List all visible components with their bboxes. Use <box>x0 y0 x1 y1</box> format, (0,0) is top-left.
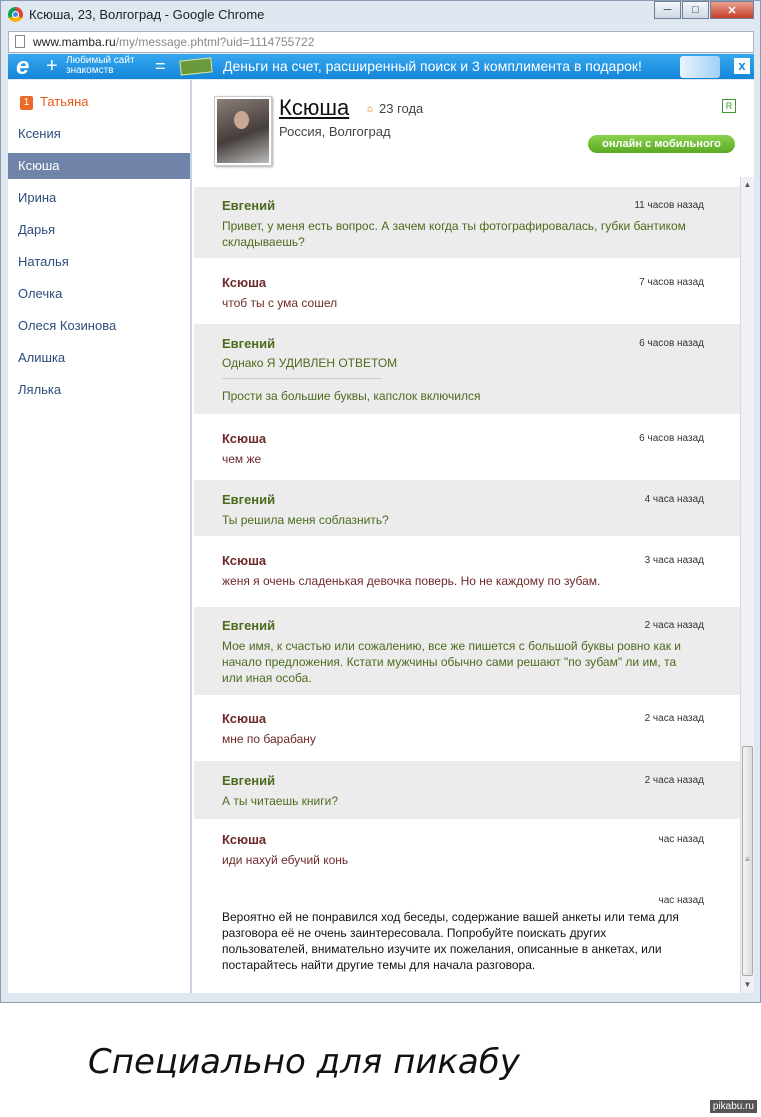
favorite-site-label <box>66 56 135 76</box>
message-divider <box>222 378 382 379</box>
message-sender[interactable]: Ксюша <box>222 832 267 847</box>
message-sender[interactable]: Евгений <box>222 492 276 507</box>
message-sender[interactable]: Евгений <box>222 773 276 788</box>
message-item <box>194 414 740 480</box>
contact-label: Олечка <box>18 286 63 301</box>
avatar[interactable] <box>214 96 272 166</box>
banner-text[interactable]: Деньги на счет, расширенный поиск и 3 комплимента в подарок! <box>223 58 642 74</box>
page-icon <box>15 35 25 48</box>
profile-header <box>194 80 754 187</box>
message-time: 3 часа назад <box>644 555 704 566</box>
scroll-thumb[interactable] <box>742 746 753 976</box>
sidebar-item-ksyusha[interactable] <box>8 153 190 179</box>
contact-label: Ксения <box>18 126 61 141</box>
notice-time: час назад <box>658 895 704 906</box>
url-host: www.mamba.ru <box>33 35 116 49</box>
url-path: /my/message.phtml?uid=1114755722 <box>115 35 315 49</box>
unread-badge: 1 <box>20 96 33 110</box>
real-badge-icon: R <box>722 99 736 113</box>
maximize-button[interactable] <box>682 1 709 19</box>
message-item <box>194 480 740 536</box>
message-text: Мое имя, к счастью или сожалению, все же пишется с большой буквы ровно как и начало предложения. Кстати мужчины обычно сами решают "по зубам" ли им, та или иная особа. <box>222 639 681 685</box>
sidebar-item-tatyana[interactable] <box>8 89 190 115</box>
avatar-photo <box>217 99 269 163</box>
message-time: 2 часа назад <box>644 620 704 631</box>
sidebar-item-irina[interactable] <box>8 185 190 211</box>
message-sender[interactable]: Евгений <box>222 618 276 633</box>
message-time: 6 часов назад <box>639 338 704 349</box>
message-text: чтоб ты с ума сошел <box>222 296 338 310</box>
plus-icon: + <box>46 55 58 77</box>
banner-close-button[interactable]: x <box>734 58 750 74</box>
ie-logo-icon: e <box>16 53 30 80</box>
sidebar-item-alishka[interactable] <box>8 345 190 371</box>
contact-label: Ирина <box>18 190 57 205</box>
message-time: час назад <box>658 834 704 845</box>
gift-icon <box>680 56 720 78</box>
contact-label: Дарья <box>18 222 56 237</box>
scroll-down-arrow-icon[interactable]: ▼ <box>743 980 752 989</box>
scroll-up-arrow-icon[interactable]: ▲ <box>743 180 752 189</box>
message-text: Ты решила меня соблазнить? <box>222 513 389 527</box>
window-controls <box>653 1 754 19</box>
profile-age: 23 года <box>379 101 424 116</box>
message-sender[interactable]: Ксюша <box>222 553 267 568</box>
message-item <box>194 607 740 695</box>
profile-location: Россия, Волгоград <box>279 124 391 139</box>
contact-label: Олеся Козинова <box>18 318 117 333</box>
watermark: pikabu.ru <box>710 1100 757 1113</box>
online-mobile-badge: онлайн с мобильного <box>588 135 735 153</box>
system-notice <box>194 875 740 993</box>
message-sender[interactable]: Евгений <box>222 198 276 213</box>
message-item <box>194 819 740 875</box>
fav-line-2: знакомств <box>66 65 114 76</box>
contact-label: Татьяна <box>40 94 89 109</box>
message-text: мне по барабану <box>222 732 316 746</box>
message-item <box>194 258 740 324</box>
sidebar-item-olesya[interactable] <box>8 313 190 339</box>
message-item <box>194 761 740 819</box>
fav-line-1: Любимый сайт <box>66 55 135 66</box>
thread-scrollbar[interactable] <box>740 177 754 993</box>
contacts-sidebar <box>8 80 192 993</box>
close-button[interactable] <box>710 1 754 19</box>
message-time: 11 часов назад <box>634 200 704 211</box>
minimize-button[interactable] <box>654 1 681 19</box>
message-item <box>194 324 740 414</box>
title-bar <box>1 1 760 29</box>
contact-label: Ксюша <box>18 158 60 173</box>
caption: Специально для пикабу <box>88 1042 520 1082</box>
zodiac-icon: ☼ <box>365 103 376 115</box>
message-time: 4 часа назад <box>644 494 704 505</box>
window-title: Ксюша, 23, Волгоград - Google Chrome <box>29 7 265 22</box>
message-text: чем же <box>222 452 262 466</box>
url-text[interactable] <box>33 35 314 49</box>
promo-banner[interactable] <box>8 54 754 79</box>
message-time: 2 часа назад <box>644 713 704 724</box>
message-text-continued: Прости за большие буквы, капслок включился <box>222 389 481 403</box>
money-icon <box>179 57 212 75</box>
chrome-logo-icon <box>8 7 23 22</box>
minimize-icon: ─ <box>663 4 672 16</box>
message-text: Привет, у меня есть вопрос. А зачем когда ты фотографировалась, губки бантиком складываешь? <box>222 219 686 249</box>
sidebar-item-lyalka[interactable] <box>8 377 190 403</box>
maximize-icon: □ <box>692 4 699 16</box>
message-item <box>194 695 740 761</box>
message-time: 2 часа назад <box>644 775 704 786</box>
message-text: Однако Я УДИВЛЕН ОТВЕТОМ <box>222 356 398 370</box>
sidebar-item-darya[interactable] <box>8 217 190 243</box>
contact-label: Алишка <box>18 350 66 365</box>
message-item <box>194 536 740 607</box>
address-bar[interactable] <box>8 31 754 53</box>
sidebar-item-natalya[interactable] <box>8 249 190 275</box>
contact-label: Наталья <box>18 254 69 269</box>
message-sender[interactable]: Ксюша <box>222 431 267 446</box>
message-item <box>194 187 740 258</box>
message-time: 6 часов назад <box>639 433 704 444</box>
page-content <box>8 80 754 993</box>
contact-label: Лялька <box>18 382 62 397</box>
message-text: женя я очень сладенькая девочка поверь. Но не каждому по зубам. <box>222 574 601 588</box>
profile-name[interactable]: Ксюша <box>279 95 350 120</box>
sidebar-item-olechka[interactable] <box>8 281 190 307</box>
message-text: иди нахуй ебучий конь <box>222 853 349 867</box>
message-sender[interactable]: Евгений <box>222 336 276 351</box>
message-time: 7 часов назад <box>639 277 704 288</box>
close-icon: ✕ <box>727 4 737 17</box>
message-thread <box>194 187 740 993</box>
message-sender[interactable]: Ксюша <box>222 275 267 290</box>
message-sender[interactable]: Ксюша <box>222 711 267 726</box>
sidebar-item-kseniya[interactable] <box>8 121 190 147</box>
message-text: А ты читаешь книги? <box>222 794 339 808</box>
grip-icon: ≡ <box>745 855 750 864</box>
notice-text: Вероятно ей не понравился ход беседы, содержание вашей анкеты или тема для разговора её не очень заинтересовала. Попробуйте поискать других пользователей, внимательно изучите их пожелания, описанные в анкетах, или постарайтесь найти другие темы для начала разговора. <box>222 910 679 972</box>
equals-icon: = <box>155 56 166 76</box>
